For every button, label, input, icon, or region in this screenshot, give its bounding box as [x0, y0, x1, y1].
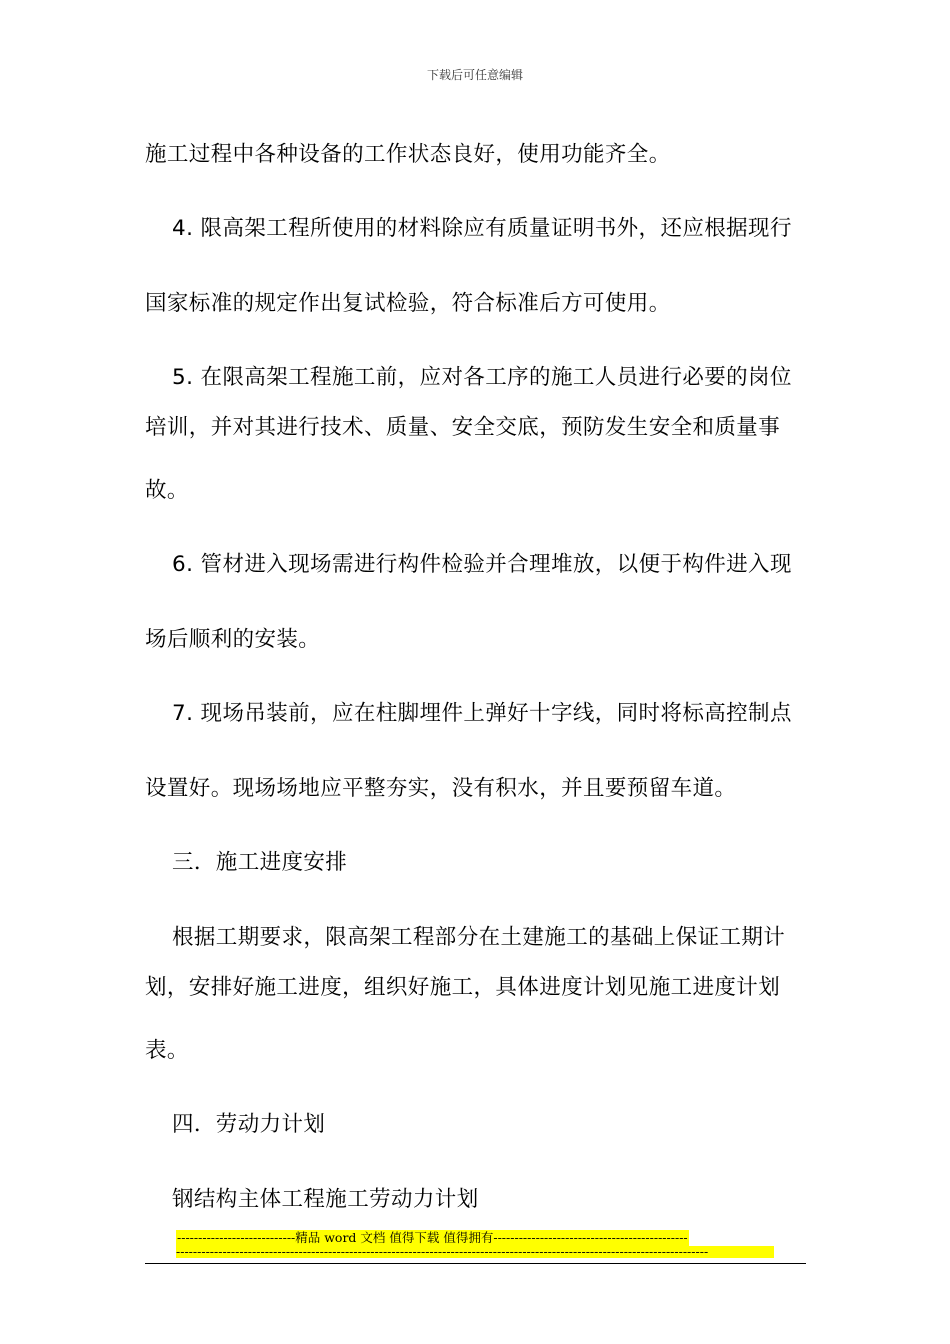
- body-line: 钢结构主体工程施工劳动力计划: [172, 1187, 479, 1212]
- page-header: 下载后可任意编辑: [426, 68, 523, 82]
- body-line: 国家标准的规定作出复试检验，符合标准后方可使用。: [145, 291, 671, 316]
- section-heading: 三．施工进度安排: [172, 850, 348, 875]
- body-line: 设置好。现场场地应平整夯实，没有积水，并且要预留车道。: [145, 776, 737, 801]
- footer-rule: [145, 1263, 806, 1264]
- footer-dashes: ------------------------------------------------------------------------------------------------------------------------------: [176, 1246, 774, 1258]
- footer-banner: ----------------------------精品 word 文档 值得下载 值得拥有----------------------------------------------: [177, 1230, 688, 1245]
- body-line: 4. 限高架工程所使用的材料除应有质量证明书外，还应根据现行: [172, 216, 792, 241]
- body-line: 培训，并对其进行技术、质量、安全交底，预防发生安全和质量事: [145, 415, 781, 440]
- body-line: 场后顺利的安装。: [145, 627, 321, 652]
- body-line: 5. 在限高架工程施工前，应对各工序的施工人员进行必要的岗位: [172, 365, 792, 390]
- body-line: 7. 现场吊装前，应在柱脚埋件上弹好十字线，同时将标高控制点: [172, 701, 792, 726]
- body-line: 故。: [145, 478, 189, 503]
- body-line: 施工过程中各种设备的工作状态良好，使用功能齐全。: [145, 142, 671, 167]
- body-line: 表。: [145, 1038, 189, 1063]
- body-line: 根据工期要求，限高架工程部分在土建施工的基础上保证工期计: [172, 925, 786, 950]
- body-line: 划，安排好施工进度，组织好施工，具体进度计划见施工进度计划: [145, 975, 781, 1000]
- section-heading: 四．劳动力计划: [172, 1112, 326, 1137]
- body-line: 6. 管材进入现场需进行构件检验并合理堆放，以便于构件进入现: [172, 552, 792, 577]
